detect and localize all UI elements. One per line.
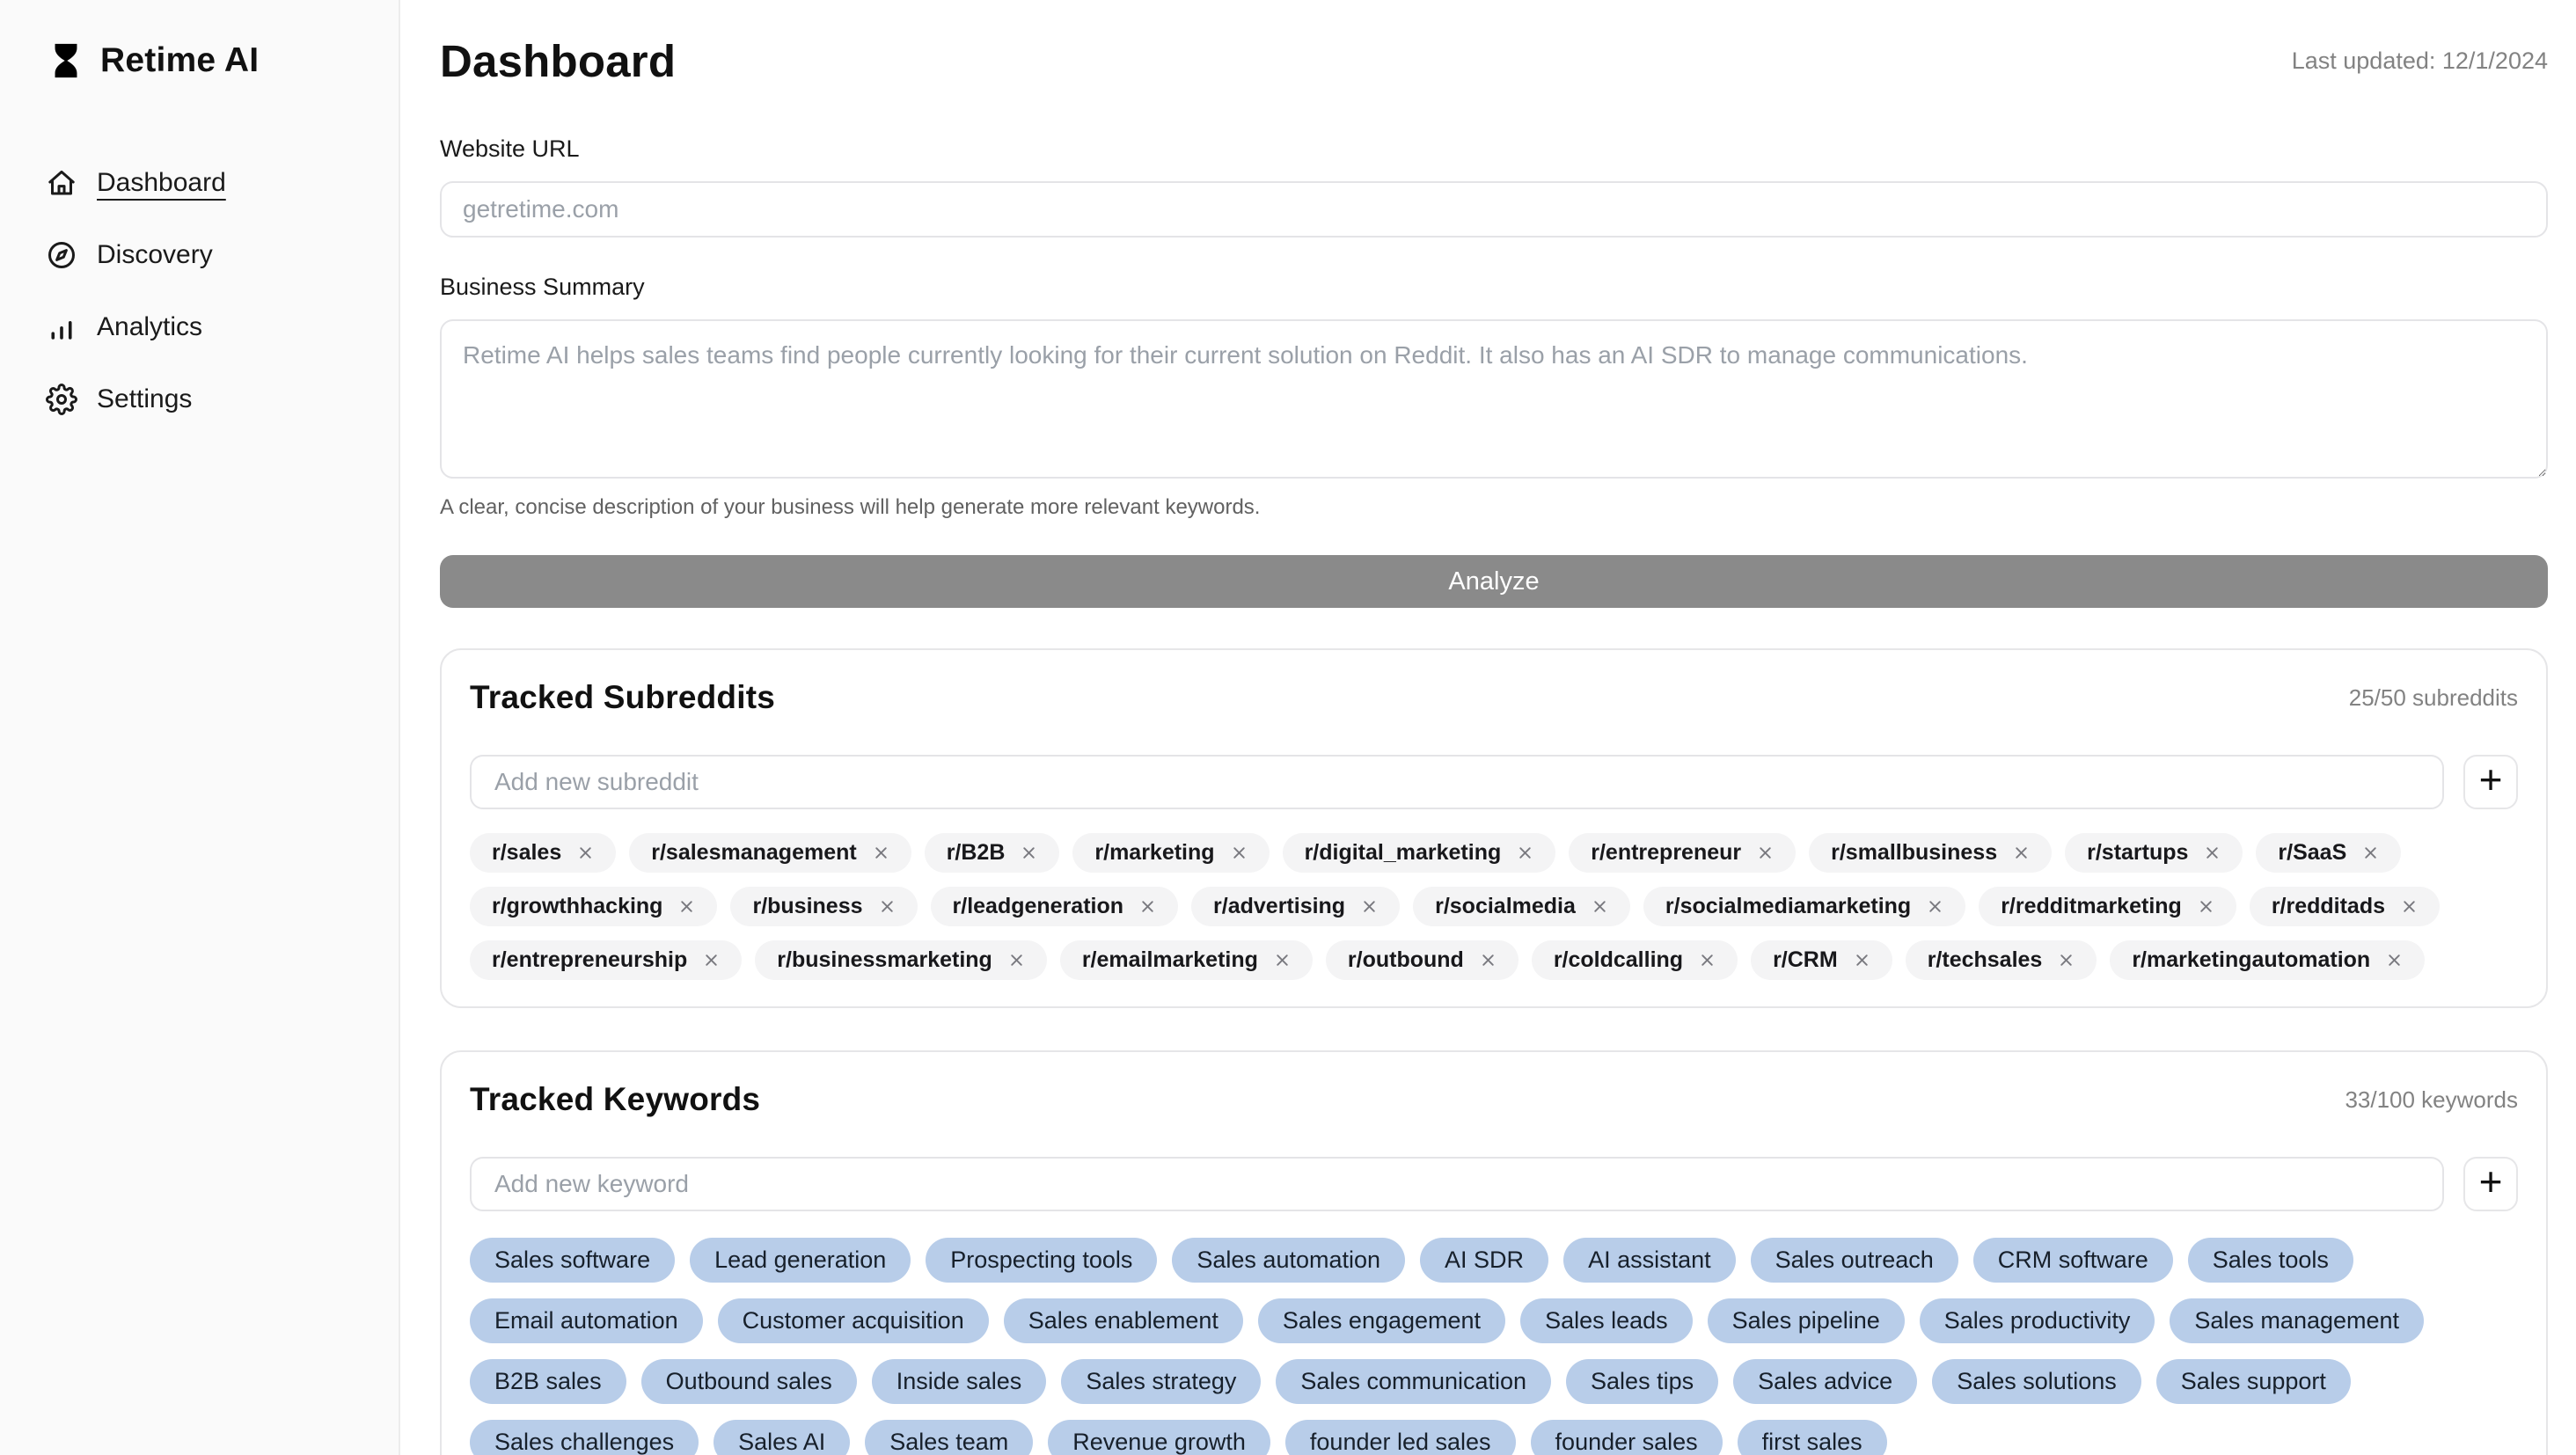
analyze-button[interactable]: Analyze (440, 555, 2548, 608)
subreddit-chip-label: r/CRM (1773, 947, 1838, 972)
keyword-chip[interactable] (1258, 1298, 1505, 1343)
subreddit-chip (2110, 940, 2425, 980)
subreddit-chip (470, 940, 742, 980)
subreddit-chip-label: r/entrepreneurship (492, 947, 688, 972)
compass-icon (46, 239, 77, 271)
remove-subreddit-icon[interactable] (1697, 950, 1717, 970)
gear-icon (46, 384, 77, 415)
keyword-chip-list (470, 1238, 2518, 1455)
subreddit-chip (931, 887, 1179, 926)
keyword-chip-label: Customer acquisition (742, 1307, 964, 1334)
sidebar-nav (46, 167, 363, 415)
keyword-chip-label: Sales AI (738, 1429, 826, 1455)
remove-subreddit-icon[interactable] (677, 896, 697, 917)
keyword-chip-label: Sales support (2180, 1368, 2326, 1394)
keyword-chip[interactable] (1276, 1359, 1551, 1404)
subreddit-chip-label: r/salesmanagement (651, 840, 857, 865)
business-summary-label: Business Summary (440, 274, 645, 300)
subreddit-chip-label: r/startups (2087, 840, 2189, 865)
keyword-chip[interactable] (1566, 1359, 1718, 1404)
remove-subreddit-icon[interactable] (1272, 950, 1292, 970)
subreddit-chip (1326, 940, 1519, 980)
sidebar-item-label: Settings (97, 384, 193, 413)
sidebar-item-label: Analytics (97, 312, 203, 341)
home-icon (46, 167, 77, 199)
keyword-chip-label: Lead generation (714, 1247, 887, 1273)
add-subreddit-button[interactable]: + (2463, 755, 2518, 809)
logo (46, 40, 363, 81)
keyword-chip[interactable] (2188, 1238, 2353, 1283)
subreddit-chip-label: r/SaaS (2278, 840, 2347, 865)
remove-subreddit-icon[interactable] (1359, 896, 1379, 917)
keyword-chip-label: Sales productivity (1943, 1307, 2131, 1334)
website-url-input[interactable] (440, 181, 2548, 238)
subreddit-chip-label: r/business (752, 894, 863, 918)
subreddit-chip-label: r/emailmarketing (1081, 947, 1258, 972)
remove-subreddit-icon[interactable] (1755, 843, 1775, 863)
header-row (440, 35, 2548, 87)
keyword-chip[interactable] (1708, 1298, 1905, 1343)
remove-subreddit-icon[interactable] (1515, 843, 1535, 863)
logo-text: Retime AI (100, 41, 260, 79)
subreddit-chip (1060, 940, 1313, 980)
last-updated-text: Last updated: 12/1/2024 (2291, 48, 2548, 74)
remove-subreddit-icon[interactable] (1138, 896, 1158, 917)
keyword-chip-label: Revenue growth (1072, 1429, 1246, 1455)
sidebar-item-discovery[interactable] (46, 239, 363, 271)
subreddit-chip-label: r/techsales (1927, 947, 2043, 972)
remove-subreddit-icon[interactable] (2202, 843, 2222, 863)
subreddit-chip (629, 833, 911, 873)
subreddit-chip (1569, 833, 1796, 873)
keyword-chip[interactable] (1563, 1238, 1736, 1283)
subreddit-chip (1283, 833, 1556, 873)
keyword-chip[interactable] (1920, 1298, 2155, 1343)
keyword-chip-label: Sales tools (2212, 1247, 2329, 1273)
subreddit-chip (1906, 940, 2097, 980)
add-keyword-button[interactable]: + (2463, 1157, 2518, 1211)
subreddit-chip (1532, 940, 1738, 980)
keyword-chip-label: Sales pipeline (1731, 1307, 1880, 1334)
remove-subreddit-icon[interactable] (2196, 896, 2216, 917)
keyword-chip-label: Sales automation (1197, 1247, 1381, 1273)
subreddit-chip (2256, 833, 2401, 873)
keyword-chip-label: founder led sales (1309, 1429, 1491, 1455)
subreddit-chip-label: r/smallbusiness (1831, 840, 1998, 865)
keywords-title: Tracked Keywords (470, 1081, 761, 1117)
subreddit-chip (755, 940, 1047, 980)
keyword-chip-label: CRM software (1997, 1247, 2148, 1273)
remove-subreddit-icon[interactable] (1229, 843, 1249, 863)
keyword-chip-label: Sales challenges (494, 1429, 675, 1455)
subreddits-card-header (470, 679, 2518, 716)
keyword-chip[interactable] (872, 1359, 1047, 1404)
subreddit-chip-label: r/advertising (1213, 894, 1346, 918)
keyword-chip[interactable] (1172, 1238, 1405, 1283)
keyword-chip[interactable] (470, 1238, 675, 1283)
subreddit-chip (730, 887, 917, 926)
keyword-chip-label: Sales advice (1758, 1368, 1893, 1394)
subreddit-chip-label: r/sales (492, 840, 562, 865)
remove-subreddit-icon[interactable] (1006, 950, 1027, 970)
tracked-keywords-card (440, 1050, 2548, 1455)
keyword-chip[interactable] (2156, 1359, 2351, 1404)
keyword-chip[interactable] (1520, 1298, 1693, 1343)
subreddit-chip (1072, 833, 1269, 873)
website-url-label: Website URL (440, 135, 580, 162)
keyword-chip[interactable] (1751, 1238, 1958, 1283)
keyword-chip[interactable] (1531, 1420, 1723, 1455)
subreddit-chip-label: r/marketingautomation (2132, 947, 2371, 972)
keyword-chip-label: Sales outreach (1775, 1247, 1934, 1273)
keyword-chip-label: Sales team (889, 1429, 1009, 1455)
remove-subreddit-icon[interactable] (2384, 950, 2404, 970)
subreddit-chip (2065, 833, 2243, 873)
subreddit-chip (470, 887, 717, 926)
main-content (400, 0, 2576, 1455)
remove-subreddit-icon[interactable] (2011, 843, 2031, 863)
remove-subreddit-icon[interactable] (1925, 896, 1945, 917)
subreddit-chip-label: r/leadgeneration (952, 894, 1124, 918)
remove-subreddit-icon[interactable] (1478, 950, 1498, 970)
sidebar-item-dashboard[interactable] (46, 167, 363, 199)
subreddit-chip (1643, 887, 1965, 926)
remove-subreddit-icon[interactable] (1019, 843, 1039, 863)
keyword-chip[interactable] (641, 1359, 857, 1404)
subreddit-chip (1413, 887, 1630, 926)
remove-subreddit-icon[interactable] (1852, 950, 1872, 970)
keyword-chip[interactable] (1973, 1238, 2173, 1283)
subreddit-chip (2250, 887, 2440, 926)
keyword-chip-label: Email automation (494, 1307, 678, 1334)
keyword-chip-label: Sales communication (1300, 1368, 1527, 1394)
subreddits-title: Tracked Subreddits (470, 679, 775, 715)
keyword-chip-label: Sales strategy (1086, 1368, 1237, 1394)
keyword-add-row (470, 1157, 2518, 1211)
keyword-chip-label: founder sales (1555, 1429, 1698, 1455)
subreddit-chip (1751, 940, 1892, 980)
sidebar-item-analytics[interactable] (46, 311, 363, 343)
subreddit-chip-label: r/growthhacking (492, 894, 663, 918)
keyword-chip-label: Sales solutions (1957, 1368, 2117, 1394)
keyword-chip-label: first sales (1761, 1429, 1862, 1455)
keyword-chip[interactable] (1932, 1359, 2141, 1404)
sidebar-item-label: Dashboard (97, 168, 226, 197)
remove-subreddit-icon[interactable] (1590, 896, 1610, 917)
keywords-card-header (470, 1081, 2518, 1118)
subreddit-chip-label: r/redditads (2271, 894, 2386, 918)
subreddit-chip-label: r/redditmarketing (2001, 894, 2182, 918)
subreddit-chip (1809, 833, 2052, 873)
keyword-chip-label: AI assistant (1588, 1247, 1711, 1273)
keyword-chip-label: Sales enablement (1028, 1307, 1218, 1334)
subreddits-count: 25/50 subreddits (2348, 684, 2518, 711)
keyword-chip-label: B2B sales (494, 1368, 602, 1394)
subreddit-chip-label: r/outbound (1347, 947, 1464, 972)
keyword-chip[interactable] (1061, 1359, 1261, 1404)
remove-subreddit-icon[interactable] (2056, 950, 2076, 970)
subreddit-chip (470, 833, 616, 873)
keyword-chip-label: Inside sales (896, 1368, 1022, 1394)
sidebar (0, 0, 400, 1455)
hourglass-icon (46, 40, 86, 81)
add-keyword-input[interactable] (470, 1157, 2444, 1211)
keyword-chip-label: Sales leads (1545, 1307, 1668, 1334)
keywords-count: 33/100 keywords (2345, 1086, 2518, 1113)
remove-subreddit-icon[interactable] (877, 896, 897, 917)
keyword-chip-label: Sales engagement (1282, 1307, 1482, 1334)
keyword-chip[interactable] (926, 1238, 1157, 1283)
bar-chart-icon (46, 311, 77, 343)
sidebar-item-settings[interactable] (46, 384, 363, 415)
keyword-chip[interactable] (470, 1359, 626, 1404)
business-summary-textarea[interactable] (440, 319, 2548, 479)
keyword-chip[interactable] (470, 1298, 703, 1343)
keyword-chip[interactable] (470, 1420, 699, 1455)
remove-subreddit-icon[interactable] (871, 843, 891, 863)
keyword-chip[interactable] (714, 1420, 850, 1455)
subreddit-chip-label: r/entrepreneur (1591, 840, 1742, 865)
add-subreddit-input[interactable] (470, 755, 2444, 809)
remove-subreddit-icon[interactable] (2360, 843, 2381, 863)
keyword-chip[interactable] (690, 1238, 911, 1283)
keyword-chip[interactable] (865, 1420, 1033, 1455)
keyword-chip[interactable] (1733, 1359, 1917, 1404)
keyword-chip[interactable] (1420, 1238, 1548, 1283)
tracked-subreddits-card (440, 648, 2548, 1008)
subreddit-chip-label: r/marketing (1094, 840, 1215, 865)
sidebar-item-label: Discovery (97, 240, 213, 269)
subreddit-add-row (470, 755, 2518, 809)
subreddit-chip-label: r/socialmedia (1435, 894, 1576, 918)
subreddit-chip-label: r/B2B (946, 840, 1006, 865)
keyword-chip-label: Sales software (494, 1247, 651, 1273)
keyword-chip[interactable] (1048, 1420, 1270, 1455)
subreddit-chip-label: r/digital_marketing (1304, 840, 1502, 865)
subreddit-chip (1191, 887, 1400, 926)
subreddit-chip-list (470, 833, 2518, 980)
subreddit-chip-label: r/coldcalling (1553, 947, 1684, 972)
keyword-chip-label: Sales tips (1591, 1368, 1694, 1394)
keyword-chip-label: AI SDR (1445, 1247, 1525, 1273)
subreddit-chip-label: r/socialmediamarketing (1665, 894, 1912, 918)
keyword-chip[interactable] (1285, 1420, 1516, 1455)
keyword-chip-label: Outbound sales (665, 1368, 832, 1394)
subreddit-chip (925, 833, 1060, 873)
keyword-chip[interactable] (1004, 1298, 1243, 1343)
remove-subreddit-icon[interactable] (2399, 896, 2419, 917)
subreddit-chip-label: r/businessmarketing (777, 947, 992, 972)
keyword-chip[interactable] (718, 1298, 989, 1343)
remove-subreddit-icon[interactable] (575, 843, 596, 863)
page-title: Dashboard (440, 36, 677, 86)
subreddit-chip (1979, 887, 2236, 926)
keyword-chip-label: Prospecting tools (950, 1247, 1133, 1273)
keyword-chip[interactable] (2170, 1298, 2424, 1343)
business-summary-helper: A clear, concise description of your business will help generate more relevant keywords. (440, 495, 1261, 519)
keyword-chip[interactable] (1738, 1420, 1887, 1455)
remove-subreddit-icon[interactable] (701, 950, 721, 970)
keyword-chip-label: Sales management (2194, 1307, 2400, 1334)
